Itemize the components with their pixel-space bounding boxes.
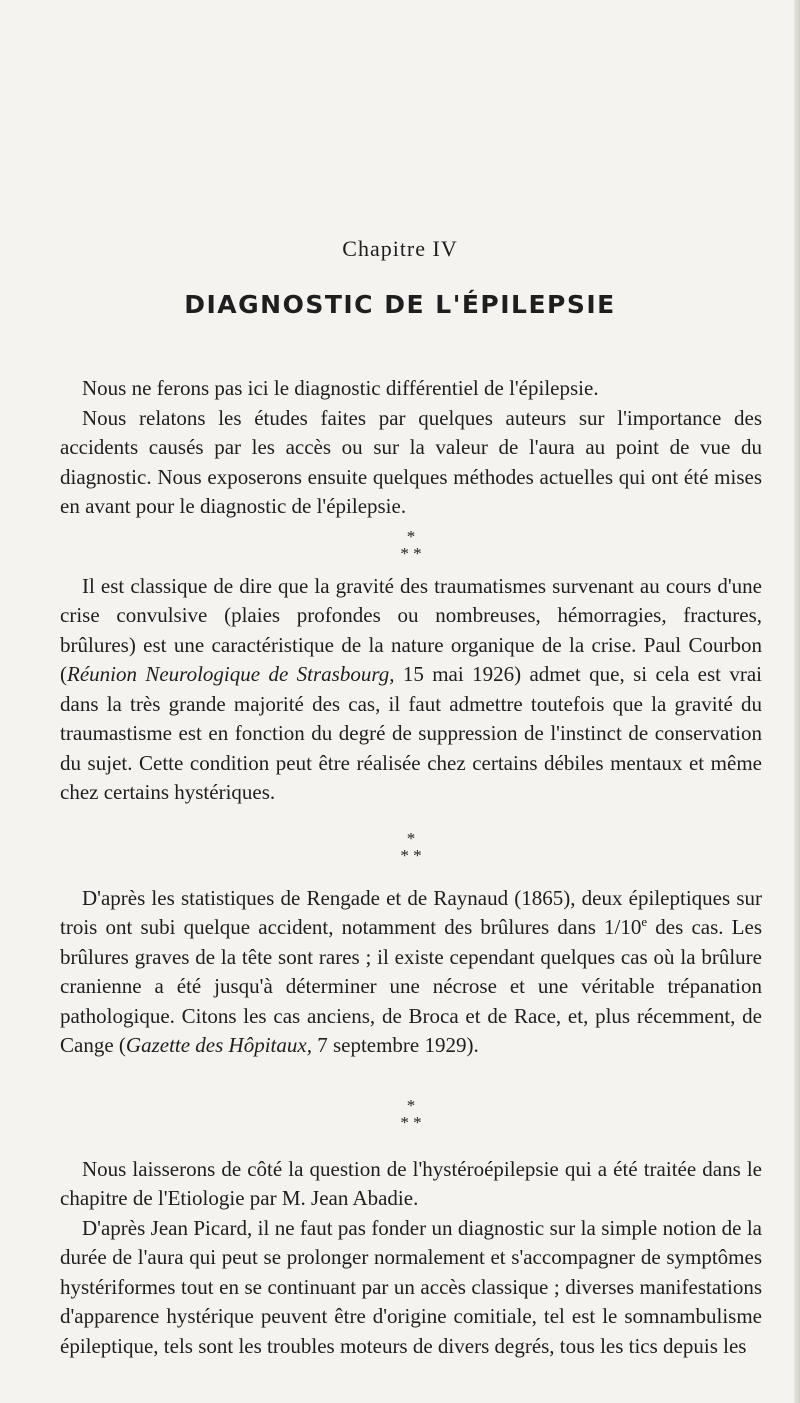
divider-star-bottom: * * (400, 1112, 422, 1132)
paragraph-1: Nous ne ferons pas ici le diagnostic différentiel de l'épilepsie. (82, 376, 599, 400)
page-edge (794, 0, 800, 1403)
superscript: e (641, 914, 648, 929)
paragraph-2: Nous relatons les études faites par quelques auteurs sur l'importance des accidents causés par les accès ou sur la valeur de l'aura au point de vue du diagnostic. Nous exposerons ensuite quelques méthodes actuelles qui ont été mises en avant pour le diagnostic de l'épilepsie. (60, 405, 762, 518)
paragraph-4-text-b: des cas. Les brûlures graves de la tête sont rares ; il existe cependant quelques cas où la brûlure cranienne a été jusqu'à déterminer une nécrose et une véritable trépanation pathologique. Citons les cas anciens, de Broca et de Race, et, plus récemment, de Cange ( (60, 915, 762, 1057)
divider-star-top: * (406, 526, 416, 546)
paragraph-4-citation: Gazette des Hôpitaux, (125, 1033, 312, 1057)
paragraph-3-text-b: 15 mai 1926) admet que, si cela est vrai dans la très grande majorité des cas, il faut admettre toutefois que la gravité du traumastisme est en fonction du degré de suppression de l'instinct de conservation du sujet. Cette condition peut être réalisée chez certains débiles mentaux et même chez certains hystériques. (60, 662, 762, 804)
paragraph-3-citation: Réunion Neurologique de Strasbourg, (67, 662, 395, 686)
page-title: DIAGNOSTIC DE L'ÉPILEPSIE (184, 290, 616, 319)
chapter-heading: Chapitre IV (342, 236, 458, 261)
section-divider-3 (60, 1097, 762, 1131)
paragraph-3-text-a: Il est classique de dire que la gravité des traumatismes survenant au cours d'une crise convulsive (plaies profondes ou nombreuses, hémorragies, fractures, brûlures) est une caractéristique de la nature organique de la crise. Paul Courbon ( (60, 573, 762, 686)
paragraph-4-text-a: D'après les statistiques de Rengade et de Raynaud (1865), deux épileptiques sur trois ont subi quelque accident, notamment des brûlures dans 1/10 (60, 885, 762, 939)
paragraph-6: D'après Jean Picard, il ne faut pas fonder un diagnostic sur la simple notion de la durée de l'aura qui peut se prolonger normalement et s'accompagner de symptômes hystériformes tout en se continuant par un accès classique ; diverses manifestations d'apparence hystérique peuvent être d'origine comitiale, tel est le somnambulisme épileptique, tels sont les troubles moteurs de divers degrés, tous les tics depuis les (60, 1215, 762, 1358)
paragraph-4-text-c: 7 septembre 1929). (311, 1033, 479, 1057)
paragraph-3 (60, 572, 762, 808)
paragraph-4 (60, 884, 762, 1061)
divider-star-bottom: * * (400, 543, 422, 563)
divider-star-top: * (406, 1095, 416, 1115)
divider-star-top: * (406, 828, 416, 848)
divider-star-bottom: * * (400, 845, 422, 865)
section-divider-2 (60, 830, 762, 864)
document-body (60, 374, 762, 1361)
paragraph-5: Nous laisserons de côté la question de l'hystéroépilepsie qui a été traitée dans le chapitre de l'Etiologie par M. Jean Abadie. (60, 1156, 762, 1210)
section-divider-1 (60, 528, 762, 562)
